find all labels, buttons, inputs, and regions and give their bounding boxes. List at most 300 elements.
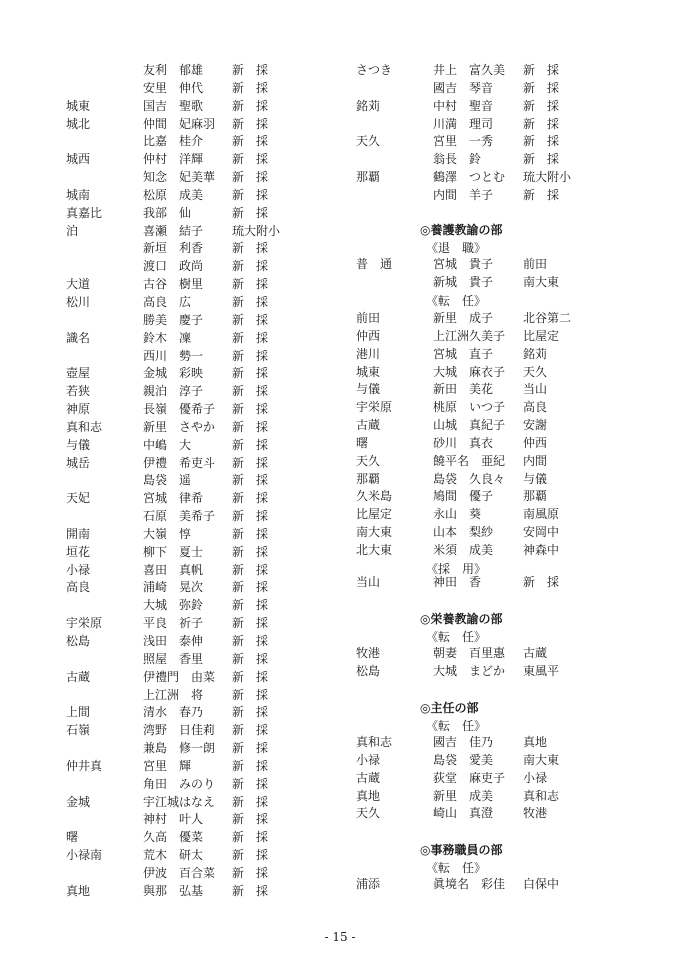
list-row	[356, 151, 656, 169]
row-school: 曙	[66, 830, 79, 845]
row-name: 新城 貴子	[433, 274, 494, 289]
row-name: 知念 妃美華	[143, 170, 216, 185]
row-status: 新 採	[232, 187, 269, 202]
list-row	[356, 770, 656, 788]
list-row	[66, 544, 366, 562]
row-name: 永山 葵	[433, 507, 482, 522]
row-status: 新 採	[232, 776, 269, 791]
row-school: 那覇	[356, 471, 381, 486]
list-row	[66, 435, 369, 455]
row-school: 金城	[66, 794, 91, 809]
row-status: 新 採	[232, 509, 269, 524]
list-row	[66, 223, 366, 241]
row-status: 新 採	[232, 134, 269, 149]
row-school: 港川	[356, 346, 381, 361]
row-name: 兼島 修一朗	[143, 741, 216, 756]
row-status: 当山	[523, 382, 548, 397]
list-row	[356, 274, 656, 292]
row-name: 照屋 香里	[143, 651, 204, 666]
row-status: 新 採	[232, 312, 269, 327]
row-school: 天久	[356, 134, 381, 149]
eiyo-transfer-list	[356, 645, 656, 681]
row-name: 浅田 泰伸	[143, 634, 204, 648]
row-status: 牧港	[523, 806, 548, 821]
row-name: 桃原 いつ子	[433, 400, 506, 415]
row-status: 那覇	[523, 489, 548, 504]
row-status: 新 採	[232, 723, 269, 738]
row-school: 小禄南	[66, 848, 103, 863]
row-school: 久米島	[356, 489, 393, 504]
row-name: 島袋 愛美	[433, 752, 494, 767]
row-name: 新垣 利香	[143, 241, 204, 256]
row-name: 長嶺 優希子	[143, 402, 216, 417]
row-name: 宮里 輝	[143, 758, 192, 773]
row-name: 井上 富久美	[433, 63, 506, 77]
row-status: 新 採	[232, 455, 269, 470]
row-status: 南風原	[523, 507, 560, 522]
list-row	[66, 401, 366, 419]
row-school: 牧港	[356, 646, 381, 660]
row-status: 新 採	[232, 616, 269, 631]
row-school: 壺屋	[66, 366, 91, 381]
row-status: 高良	[523, 400, 548, 415]
section-sub-shunin-transfer: 《転 任》	[426, 719, 487, 733]
row-status: 新 採	[523, 63, 560, 77]
row-status: 新 採	[523, 80, 560, 95]
row-name: 仲間 妃麻羽	[143, 116, 216, 131]
row-name: 島袋 久良々	[433, 471, 506, 486]
list-row	[356, 346, 656, 364]
list-row	[356, 574, 656, 592]
list-row	[66, 276, 366, 294]
right-list-top	[356, 62, 656, 205]
row-status: 新 採	[232, 366, 269, 381]
row-name: 國吉 佳乃	[433, 735, 494, 749]
list-row	[66, 348, 366, 366]
section-sub-retire: 《退 職》	[426, 241, 487, 255]
row-status: 新 採	[232, 794, 269, 809]
list-row	[66, 508, 366, 526]
row-name: 山本 梨紗	[433, 525, 494, 540]
list-row	[66, 169, 366, 187]
row-status: 東風平	[523, 663, 560, 678]
row-status: 新 採	[232, 473, 269, 488]
row-status: 新 採	[232, 294, 269, 309]
row-status: 真地	[523, 735, 548, 749]
row-status: 新 採	[232, 848, 269, 863]
row-school: 真和志	[66, 419, 103, 434]
list-row	[66, 776, 366, 794]
row-school: 真嘉比	[66, 205, 103, 220]
row-status: 白保中	[523, 877, 560, 891]
list-row	[66, 205, 366, 223]
row-name: 柳下 夏士	[143, 544, 204, 559]
row-name: 崎山 真澄	[433, 806, 494, 821]
row-school: 泊	[66, 223, 79, 238]
row-name: 上江洲 将	[143, 687, 204, 702]
row-status: 銘苅	[523, 346, 548, 361]
row-status: 新 採	[232, 80, 269, 95]
row-name: 親泊 淳子	[143, 384, 204, 399]
list-row	[66, 829, 366, 847]
row-status: 新 採	[232, 402, 269, 417]
row-name: 荻堂 麻吏子	[433, 770, 506, 785]
row-school: 石嶺	[66, 723, 91, 738]
row-name: 宇江城はなえ	[143, 794, 216, 809]
row-status: 新 採	[232, 526, 269, 541]
row-status: 新 採	[523, 98, 560, 113]
row-status: 安岡中	[523, 525, 560, 540]
row-school: 古蔵	[66, 669, 91, 684]
row-status: 新 採	[232, 830, 269, 845]
row-status: 新 採	[232, 152, 269, 167]
list-row	[356, 524, 656, 542]
row-name: 伊禮 希吏斗	[143, 455, 216, 470]
row-school: 南大東	[356, 525, 393, 540]
row-school: 真地	[356, 788, 381, 803]
row-name: 宮里 一秀	[433, 134, 494, 149]
row-name: 大城 麻衣子	[433, 364, 506, 379]
list-row	[356, 187, 656, 205]
row-status: 新 採	[232, 170, 269, 185]
row-name: 伊波 百合菜	[143, 865, 216, 880]
row-school: 小禄	[356, 752, 381, 767]
row-name: 神田 香	[433, 575, 482, 589]
row-status: 新 採	[232, 865, 269, 880]
row-name: 砂川 真衣	[433, 435, 494, 450]
row-school: 北大東	[356, 542, 393, 557]
row-name: 比嘉 桂介	[143, 134, 204, 149]
row-status: 与儀	[523, 471, 548, 486]
row-name: 荒木 研太	[143, 848, 204, 863]
list-row	[66, 133, 366, 151]
row-name: 喜瀬 結子	[143, 223, 204, 238]
row-status: 神森中	[523, 542, 560, 557]
row-status: 新 採	[523, 134, 560, 149]
row-name: 宮城 貴子	[433, 257, 494, 271]
list-row	[66, 98, 366, 116]
row-status: 新 採	[232, 205, 269, 220]
list-row	[356, 98, 656, 116]
row-school: 銘苅	[356, 98, 381, 113]
row-school: 当山	[356, 575, 381, 589]
row-status: 新 採	[232, 705, 269, 720]
list-row	[66, 633, 366, 651]
list-row	[356, 381, 656, 399]
row-status: 天久	[523, 364, 548, 379]
list-row	[66, 758, 366, 776]
row-status: 新 採	[232, 63, 269, 77]
list-row	[356, 62, 656, 80]
list-row	[66, 722, 366, 740]
row-status: 新 採	[232, 419, 269, 434]
list-row	[66, 240, 366, 258]
list-row	[66, 651, 366, 669]
row-status: 新 採	[232, 259, 269, 274]
row-school: 真和志	[356, 735, 393, 749]
row-school: 天久	[356, 806, 381, 821]
row-school: 城岳	[66, 455, 91, 470]
row-school: 与儀	[356, 382, 381, 397]
row-status: 新 採	[232, 598, 269, 613]
row-name: 翁長 鈴	[433, 152, 482, 167]
row-name: 饒平名 亜紀	[433, 453, 506, 468]
row-name: 國吉 琴音	[433, 80, 494, 95]
list-row	[356, 488, 656, 506]
row-status: 新 採	[232, 277, 269, 292]
row-status: 仲西	[523, 435, 548, 450]
row-school: 高良	[66, 580, 91, 595]
row-name: 勝美 慶子	[143, 312, 204, 327]
list-row	[66, 847, 366, 865]
row-name: 大城 まどか	[433, 663, 506, 678]
list-row	[356, 417, 656, 435]
row-status: 北谷第二	[523, 311, 572, 325]
row-school: さつき	[356, 63, 393, 77]
row-status: 古蔵	[523, 646, 548, 660]
row-school: 若狭	[66, 384, 91, 399]
row-school: 与儀	[66, 437, 91, 452]
row-name: 我部 仙	[143, 205, 192, 220]
row-status: 新 採	[232, 491, 269, 506]
row-name: 川満 理司	[433, 116, 494, 131]
row-school: 大道	[66, 277, 91, 292]
row-name: 鳩間 優子	[433, 489, 494, 504]
row-name: 角田 みのり	[143, 776, 216, 791]
row-name: 友利 郁雄	[143, 63, 204, 77]
row-name: 中嶋 大	[143, 437, 192, 452]
row-name: 大嶺 惇	[143, 526, 192, 541]
list-row	[356, 645, 656, 663]
row-name: 伊禮門 由菜	[143, 669, 216, 684]
list-row	[66, 472, 366, 490]
row-name: 西川 勢一	[143, 348, 204, 363]
row-status: 新 採	[232, 241, 269, 256]
row-status: 琉大附小	[523, 170, 572, 185]
row-status: 新 採	[232, 580, 269, 595]
list-row	[356, 876, 656, 894]
row-status: 新 採	[232, 437, 269, 452]
list-row	[66, 669, 366, 687]
list-row	[356, 752, 656, 770]
row-name: 眞境名 彩佳	[433, 877, 506, 891]
row-school: 垣花	[66, 544, 91, 559]
row-status: 安謝	[523, 418, 548, 433]
list-row	[66, 330, 366, 348]
row-status: 新 採	[232, 348, 269, 363]
list-row	[356, 453, 656, 471]
list-row	[356, 169, 656, 187]
row-name: 鶴澤 つとむ	[433, 170, 506, 185]
jimu-transfer-list	[356, 876, 656, 894]
section-sub-hire: 《採 用》	[426, 562, 487, 576]
row-status: 真和志	[523, 788, 560, 803]
list-row	[66, 704, 366, 722]
list-row	[66, 312, 366, 330]
list-row	[356, 116, 656, 134]
row-status: 小禄	[523, 770, 548, 785]
row-status: 前田	[523, 257, 548, 271]
row-school: 古蔵	[356, 418, 381, 433]
row-status: 新 採	[232, 330, 269, 345]
row-school: 真地	[66, 883, 91, 898]
row-name: 渡口 政尚	[143, 259, 204, 274]
list-row	[356, 663, 656, 681]
list-row	[356, 133, 656, 151]
row-school: 曙	[356, 435, 369, 450]
list-row	[66, 865, 366, 883]
list-row	[66, 294, 366, 312]
row-status: 新 採	[523, 116, 560, 131]
shunin-transfer-list	[356, 734, 656, 823]
row-status: 新 採	[232, 634, 269, 648]
row-school: 上間	[66, 705, 91, 720]
list-row	[356, 805, 656, 823]
page-number: - 15 -	[324, 930, 356, 944]
row-name: 朝妻 百里惠	[433, 646, 506, 660]
row-name: 石原 美希子	[143, 509, 216, 524]
row-name: 與那 弘基	[143, 883, 204, 898]
row-school: 開南	[66, 526, 91, 541]
row-status: 新 採	[523, 575, 560, 589]
row-status: 新 採	[232, 741, 269, 756]
row-name: 鈴木 凜	[143, 330, 192, 345]
list-row	[66, 490, 366, 508]
row-name: 久高 優菜	[143, 830, 204, 845]
list-row	[356, 542, 656, 560]
row-name: 喜田 真帆	[143, 562, 204, 577]
row-school: 小禄	[66, 562, 91, 577]
list-row	[356, 435, 656, 453]
row-name: 内間 羊子	[433, 187, 494, 202]
row-name: 古谷 樹里	[143, 277, 204, 292]
row-name: 新里 成子	[433, 311, 494, 325]
list-row	[66, 526, 366, 544]
row-school: 城東	[66, 98, 91, 113]
row-school: 古蔵	[356, 770, 381, 785]
row-name: 新里 さやか	[143, 419, 216, 434]
row-name: 上江洲久美子	[433, 328, 506, 343]
row-name: 松原 成美	[143, 187, 204, 202]
list-row	[66, 187, 366, 205]
row-school: 松島	[356, 663, 381, 678]
row-status: 新 採	[232, 669, 269, 684]
list-row	[66, 615, 366, 633]
section-heading-shunin: ◎主任の部	[420, 701, 479, 715]
list-row	[66, 597, 366, 615]
row-status: 南大東	[523, 274, 560, 289]
row-school: 宇栄原	[356, 400, 393, 415]
row-name: 島袋 遥	[143, 473, 192, 488]
row-name: 米須 成美	[433, 542, 494, 557]
row-status: 新 採	[523, 152, 560, 167]
row-status: 新 採	[232, 544, 269, 559]
row-name: 山城 真紀子	[433, 418, 506, 433]
row-status: 内間	[523, 453, 548, 468]
section-heading-yogo: ◎養護教諭の部	[420, 223, 503, 237]
list-row	[356, 471, 656, 489]
yogo-hire-list	[356, 574, 656, 592]
section-sub-eiyo-transfer: 《転 任》	[426, 630, 487, 644]
row-status: 新 採	[232, 562, 269, 577]
row-school: 識名	[66, 330, 91, 345]
list-row	[66, 579, 366, 597]
list-row	[356, 310, 656, 328]
list-row	[66, 455, 366, 473]
yogo-transfer-list	[356, 310, 656, 560]
row-name: 安里 伸代	[143, 80, 204, 95]
list-row	[356, 364, 656, 382]
row-school: 松島	[66, 634, 91, 648]
list-row	[356, 80, 656, 98]
row-school: 城西	[66, 152, 91, 167]
row-status: 琉大附小	[232, 223, 281, 238]
row-name: 中村 聖音	[433, 98, 494, 113]
row-status: 新 採	[232, 883, 269, 898]
section-sub-jimu-transfer: 《転 任》	[426, 861, 487, 875]
row-status: 南大東	[523, 752, 560, 767]
list-row	[66, 80, 366, 98]
row-status: 新 採	[232, 384, 269, 399]
list-row	[66, 794, 366, 812]
list-row	[356, 788, 656, 806]
list-row	[66, 419, 366, 437]
row-school: 宇栄原	[66, 616, 103, 631]
row-school: 城東	[356, 364, 381, 379]
row-status: 比屋定	[523, 328, 560, 343]
row-status: 新 採	[232, 687, 269, 702]
row-name: 新里 成美	[433, 788, 494, 803]
list-row	[356, 328, 656, 346]
row-name: 大城 弥鈴	[143, 598, 204, 613]
row-school: 城北	[66, 116, 91, 131]
list-row	[66, 740, 366, 758]
list-row	[66, 811, 366, 829]
list-row	[356, 399, 656, 417]
row-status: 新 採	[232, 651, 269, 666]
yogo-retire-list	[356, 256, 656, 292]
row-status: 新 採	[232, 116, 269, 131]
row-name: 仲村 洋輝	[143, 152, 204, 167]
row-school: 天妃	[66, 491, 91, 506]
row-name: 神村 叶人	[143, 812, 204, 827]
section-heading-jimu: ◎事務職員の部	[420, 843, 503, 857]
row-school: 前田	[356, 311, 381, 325]
list-row	[356, 256, 656, 274]
list-row	[66, 116, 366, 134]
row-name: 清水 春乃	[143, 705, 204, 720]
row-school: 普 通	[356, 257, 393, 271]
row-school: 仲井真	[66, 758, 103, 773]
row-name: 宮城 直子	[433, 346, 494, 361]
row-status: 新 採	[232, 98, 269, 113]
row-school: 仲西	[356, 328, 381, 343]
row-name: 国吉 聖歌	[143, 98, 204, 113]
list-row	[66, 62, 366, 80]
row-name: 高良 広	[143, 294, 192, 309]
list-row	[66, 365, 366, 383]
row-status: 新 採	[523, 187, 560, 202]
section-heading-eiyo: ◎栄養教諭の部	[420, 612, 503, 626]
row-name: 平良 祈子	[143, 616, 204, 631]
row-school: 那覇	[356, 170, 381, 185]
list-row	[66, 258, 366, 276]
row-school: 神原	[66, 402, 91, 417]
row-status: 新 採	[232, 812, 269, 827]
row-school: 城南	[66, 187, 91, 202]
list-row	[66, 383, 366, 401]
row-name: 金城 彩映	[143, 366, 204, 381]
